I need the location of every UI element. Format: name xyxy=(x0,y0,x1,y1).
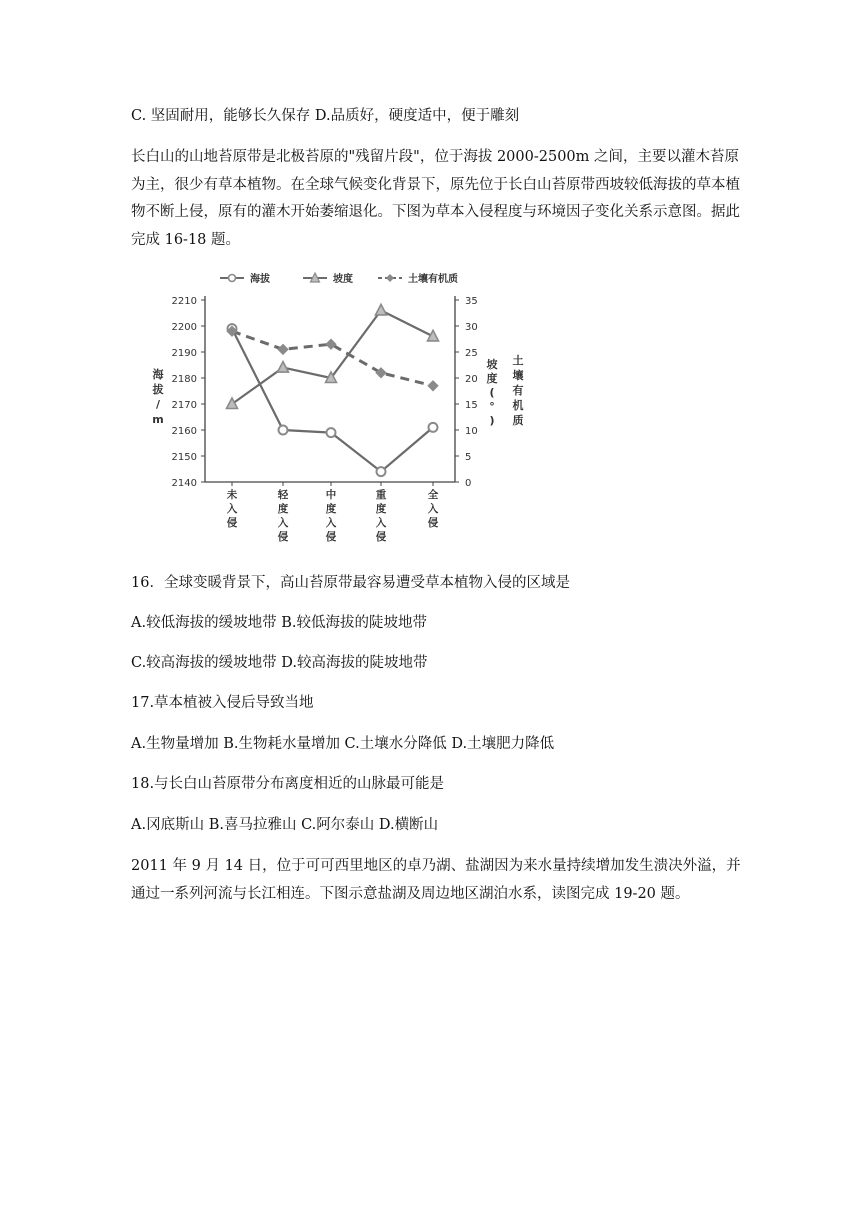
right-axis-title2-char: 壤 xyxy=(512,369,524,382)
data-point xyxy=(227,398,238,409)
right-axis-title-char: ° xyxy=(489,400,495,413)
data-point xyxy=(428,381,438,391)
question-16-options-cd: C.较高海拔的缓坡地带 D.较高海拔的陡坡地带 xyxy=(131,655,428,671)
outro-paragraph: 2011 年 9 月 14 日，位于可可西里地区的卓乃湖、盐湖因为来水量持续增加发生溃决外溢，并通过一系列河流与长江相连。下图示意盐湖及周边地区湖泊水系，读图完成 19-20 题。 xyxy=(131,858,741,902)
data-point xyxy=(278,344,288,354)
x-tick-label-char: 入 xyxy=(325,517,337,529)
right-tick-label: 30 xyxy=(465,322,478,333)
option-line-cd: C. 坚固耐用，能够长久保存 D.品质好，硬度适中，便于雕刻 xyxy=(131,108,520,124)
legend-label: 坡度 xyxy=(333,274,353,285)
x-tick-label-char: 重 xyxy=(375,489,387,501)
x-tick-label-char: 入 xyxy=(427,503,439,515)
left-tick-label: 2180 xyxy=(171,374,197,385)
series-line xyxy=(232,329,433,472)
legend-label: 土壤有机质 xyxy=(408,274,458,285)
invasion-environment-chart xyxy=(148,262,548,547)
x-tick-label-char: 入 xyxy=(375,517,387,529)
x-tick-label-char: 入 xyxy=(277,517,289,529)
right-axis-title2-char: 有 xyxy=(512,384,524,397)
left-tick-label: 2140 xyxy=(171,478,197,489)
data-point xyxy=(327,428,336,437)
left-tick-label: 2210 xyxy=(171,296,197,307)
intro-paragraph: 长白山的山地苔原带是北极苔原的"残留片段"，位于海拔 2000-2500m 之间，主要以灌木苔原为主，很少有草本植物。在全球气候变化背景下，原先位于长白山苔原带西坡较低海拔的草本植物不断上侵，原有的灌木开始萎缩退化。下图为草本入侵程度与环境因子变化关系示意图。据此完成 16-18 题。 xyxy=(131,149,740,248)
x-tick-label-char: 中 xyxy=(325,489,337,501)
right-axis-title-char: 度 xyxy=(486,372,498,385)
question-18: 18.与长白山苔原带分布离度相近的山脉最可能是 xyxy=(131,776,445,792)
question-18-options: A.冈底斯山 B.喜马拉雅山 C.阿尔泰山 D.横断山 xyxy=(131,817,439,833)
legend-marker xyxy=(386,274,394,282)
x-tick-label-char: 度 xyxy=(375,503,387,515)
left-tick-label: 2170 xyxy=(171,400,197,411)
left-axis-title-char: 海 xyxy=(152,368,164,381)
right-tick-label: 0 xyxy=(465,478,472,489)
left-tick-label: 2160 xyxy=(171,426,197,437)
right-axis-title2-char: 机 xyxy=(512,399,524,412)
x-tick-label-char: 度 xyxy=(277,503,289,515)
right-tick-label: 25 xyxy=(465,348,478,359)
question-17-options: A.生物量增加 B.生物耗水量增加 C.土壤水分降低 D.土壤肥力降低 xyxy=(131,736,555,752)
right-tick-label: 10 xyxy=(465,426,478,437)
right-axis-title2-char: 质 xyxy=(512,414,524,427)
x-tick-label-char: 侵 xyxy=(277,531,289,543)
right-tick-label: 20 xyxy=(465,374,478,385)
question-16-options-ab: A.较低海拔的缓坡地带 B.较低海拔的陡坡地带 xyxy=(131,615,427,631)
data-point xyxy=(376,304,387,315)
right-axis-title-char: ( xyxy=(489,386,495,399)
x-tick-label-char: 侵 xyxy=(427,517,439,529)
x-tick-label-char: 侵 xyxy=(226,517,238,529)
question-17: 17.草本植被入侵后导致当地 xyxy=(131,695,314,711)
data-point xyxy=(279,426,288,435)
right-axis-title-char: 坡 xyxy=(486,358,498,371)
legend-label: 海拔 xyxy=(250,274,270,285)
left-axis-title-char: 拔 xyxy=(152,383,164,396)
x-tick-label-char: 侵 xyxy=(375,531,387,543)
right-axis-title-char: ) xyxy=(489,414,495,427)
right-axis-title2-char: 土 xyxy=(512,354,524,367)
left-tick-label: 2200 xyxy=(171,322,197,333)
left-axis-title-char: / xyxy=(155,398,161,411)
right-tick-label: 5 xyxy=(465,452,472,463)
right-tick-label: 15 xyxy=(465,400,478,411)
x-tick-label-char: 度 xyxy=(325,503,337,515)
data-point xyxy=(278,362,289,373)
x-tick-label-char: 轻 xyxy=(277,489,289,501)
x-tick-label-char: 侵 xyxy=(325,531,337,543)
left-tick-label: 2150 xyxy=(171,452,197,463)
x-tick-label-char: 未 xyxy=(226,489,238,501)
left-tick-label: 2190 xyxy=(171,348,197,359)
legend-marker xyxy=(229,275,236,282)
right-tick-label: 35 xyxy=(465,296,478,307)
left-axis-title-char: m xyxy=(152,413,164,426)
question-16: 16．全球变暖背景下，高山苔原带最容易遭受草本植物入侵的区域是 xyxy=(131,575,570,591)
data-point xyxy=(429,423,438,432)
x-tick-label-char: 入 xyxy=(226,503,238,515)
x-tick-label-char: 全 xyxy=(427,489,439,501)
data-point xyxy=(377,467,386,476)
